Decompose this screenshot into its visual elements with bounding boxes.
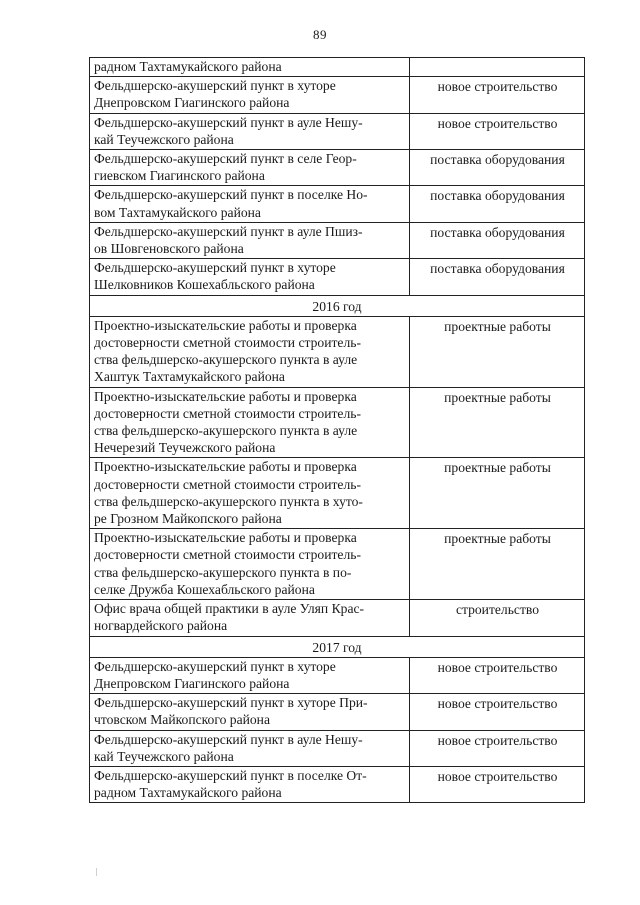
facility-name-cell [90,529,410,600]
facilities-table-body [90,58,585,803]
work-type-cell: проектные работы [410,458,585,529]
facility-name-cell [90,316,410,387]
table-row [90,730,585,766]
facility-name-line: Фельдшерско-акушерский пункт в ауле Пшиз- [94,223,363,239]
facility-name-line: Фельдшерско-акушерский пункт в хуторе [94,78,336,94]
facility-name-line: ства фельдшерско-акушерского пункта в по- [94,564,352,580]
scan-artifact [96,868,99,876]
work-type-cell: новое строительство [410,730,585,766]
work-type-cell: новое строительство [410,113,585,149]
facility-name-line: ства фельдшерско-акушерского пункта в ауле [94,352,358,368]
work-type-cell: поставка оборудования [410,186,585,222]
facility-name-line: Днепровском Гиагинского района [94,95,290,111]
table-row [90,259,585,295]
year-header-row [90,295,585,316]
facility-name-cell [90,694,410,730]
facility-name-line: Фельдшерско-акушерский пункт в хуторе [94,658,336,674]
year-header-row [90,636,585,657]
work-type-cell: поставка оборудования [410,150,585,186]
facility-name-line: чтовском Майкопского района [94,712,270,728]
facilities-table [89,57,585,803]
facility-name-cell [90,222,410,258]
facility-name-cell [90,387,410,458]
facility-name-cell [90,58,410,77]
table-row [90,766,585,802]
facility-name-line: селке Дружба Кошехабльского района [94,581,315,597]
facility-name-line: достоверности сметной стоимости строитель- [94,547,361,563]
table-row [90,387,585,458]
facility-name-line: Фельдшерско-акушерский пункт в селе Геор- [94,151,357,167]
facility-name-line: достоверности сметной стоимости строитель- [94,405,361,421]
work-type-cell: поставка оборудования [410,259,585,295]
facility-name-cell [90,113,410,149]
facility-name-cell [90,730,410,766]
facility-name-line: ства фельдшерско-акушерского пункта в хуто- [94,493,363,509]
work-type-cell [410,58,585,77]
work-type-cell: новое строительство [410,77,585,113]
table-row [90,657,585,693]
facility-name-line: Нечерезий Теучежского района [94,440,276,456]
facility-name-cell [90,77,410,113]
facility-name-line: Фельдшерско-акушерский пункт в хуторе [94,260,336,276]
table-row [90,77,585,113]
facility-name-cell [90,150,410,186]
table-row [90,600,585,636]
facility-name-line: ов Шовгеновского района [94,241,244,257]
table-row [90,529,585,600]
table-row [90,316,585,387]
work-type-cell: проектные работы [410,387,585,458]
facility-name-line: Проектно-изыскательские работы и проверка [94,388,357,404]
facility-name-cell [90,186,410,222]
page-number: 89 [313,27,327,42]
facility-name-line: Фельдшерско-акушерский пункт в поселке Но- [94,187,368,203]
facility-name-line: Хаштук Тахтамукайского района [94,369,285,385]
year-heading: 2016 год [90,295,585,316]
work-type-cell: новое строительство [410,766,585,802]
facility-name-line: вом Тахтамукайского района [94,204,261,220]
facility-name-line: Проектно-изыскательские работы и проверка [94,530,357,546]
table-row [90,58,585,77]
table-row [90,694,585,730]
table-row [90,186,585,222]
facility-name-line: Офис врача общей практики в ауле Уляп Крас- [94,601,365,617]
table-row [90,113,585,149]
facility-name-cell [90,657,410,693]
facility-name-line: достоверности сметной стоимости строитель- [94,476,361,492]
facility-name-cell [90,600,410,636]
facility-name-line: Фельдшерско-акушерский пункт в ауле Нешу- [94,114,363,130]
facility-name-line: Фельдшерско-акушерский пункт в хуторе При- [94,695,368,711]
facility-name-line: гиевском Гиагинского района [94,168,265,184]
work-type-cell: новое строительство [410,657,585,693]
year-heading: 2017 год [90,636,585,657]
facility-name-line: радном Тахтамукайского района [94,785,282,801]
facility-name-line: кай Теучежского района [94,131,234,147]
facility-name-line: Фельдшерско-акушерский пункт в поселке От- [94,767,367,783]
facility-name-line: достоверности сметной стоимости строитель- [94,335,361,351]
table-row [90,222,585,258]
facility-name-line: Днепровском Гиагинского района [94,675,290,691]
work-type-cell: новое строительство [410,694,585,730]
facility-name-cell [90,458,410,529]
facility-name-line: Проектно-изыскательские работы и проверка [94,459,357,475]
facility-name-line: ства фельдшерско-акушерского пункта в ауле [94,423,358,439]
facility-name-line: кай Теучежского района [94,748,234,764]
work-type-cell: проектные работы [410,529,585,600]
facility-name-line: Фельдшерско-акушерский пункт в ауле Нешу- [94,731,363,747]
work-type-cell: поставка оборудования [410,222,585,258]
facility-name-line: ногвардейского района [94,618,228,634]
work-type-cell: строительство [410,600,585,636]
work-type-cell: проектные работы [410,316,585,387]
facility-name-line: Проектно-изыскательские работы и проверка [94,317,357,333]
facility-name-line: ре Грозном Майкопского района [94,511,282,527]
facility-name-line: радном Тахтамукайского района [94,59,282,74]
facility-name-cell [90,259,410,295]
table-row [90,150,585,186]
table-row [90,458,585,529]
facility-name-line: Шелковников Кошехабльского района [94,277,315,293]
facility-name-cell [90,766,410,802]
